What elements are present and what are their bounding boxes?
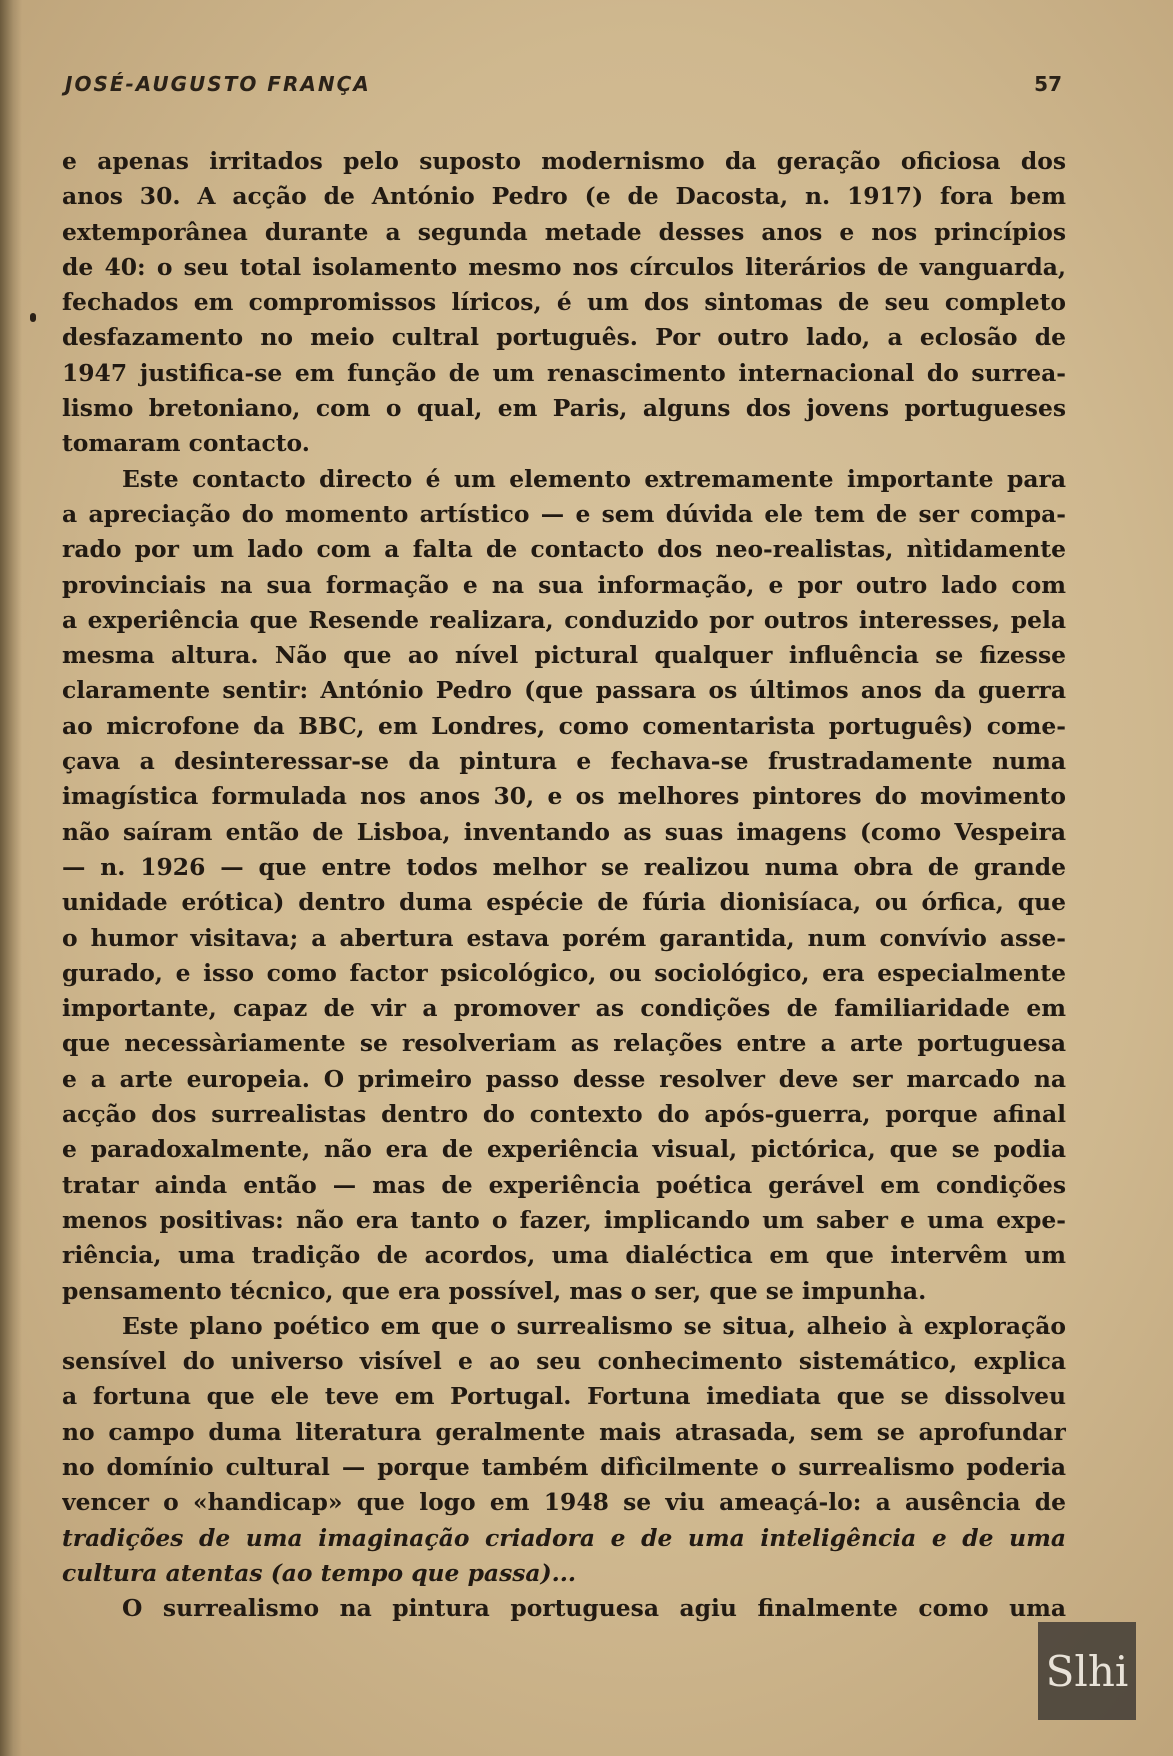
text-line: mesma altura. Não que ao nível pictural qualquer influência se fizesse	[62, 641, 1066, 670]
text-line: tratar ainda então — mas de experiência poética gerável em condições	[62, 1170, 1066, 1199]
text-line: no campo duma literatura geralmente mais atrasada, sem se aprofundar	[62, 1417, 1066, 1446]
text-line: a apreciação do momento artístico — e sem dúvida ele tem de ser compa-	[62, 499, 1066, 528]
text-line: imagística formulada nos anos 30, e os melhores pintores do movimento	[62, 782, 1066, 811]
text-line: desfazamento no meio cultral português. Por outro lado, a eclosão de	[62, 323, 1066, 352]
text-line: importante, capaz de vir a promover as condições de familiaridade em	[62, 994, 1066, 1023]
text-line: O surrealismo na pintura portuguesa agiu finalmente como uma	[122, 1594, 1066, 1623]
library-logo-watermark	[1038, 1622, 1136, 1720]
text-line: rado por um lado com a falta de contacto dos neo-realistas, nìtidamente	[62, 535, 1066, 564]
text-line: no domínio cultural — porque também difìcilmente o surrealismo poderia	[62, 1452, 1066, 1481]
text-line: 1947 justifica-se em função de um renascimento internacional do surrea-	[62, 358, 1066, 387]
text-line: provinciais na sua formação e na sua informação, e por outro lado com	[62, 570, 1066, 599]
body-text	[62, 144, 1066, 1626]
logo-text: Slhi	[1045, 1646, 1129, 1696]
text-line: acção dos surrealistas dentro do contexto do após-guerra, porque afinal	[62, 1100, 1066, 1129]
text-line: çava a desinteressar-se da pintura e fechava-se frustradamente numa	[62, 747, 1066, 776]
text-line: fechados em compromissos líricos, é um dos sintomas de seu completo	[62, 288, 1066, 317]
text-line: extemporânea durante a segunda metade desses anos e nos princípios	[62, 217, 1066, 246]
text-line: Este plano poético em que o surrealismo se situa, alheio à exploração	[122, 1311, 1066, 1340]
text-line: gurado, e isso como factor psicológico, ou sociológico, era especialmente	[62, 958, 1066, 987]
running-head: JOSÉ-AUGUSTO FRANÇA	[65, 72, 371, 96]
text-line: cultura atentas (ao tempo que passa)...	[62, 1558, 577, 1587]
text-line: claramente sentir: António Pedro (que passara os últimos anos da guerra	[62, 676, 1066, 705]
text-line: — n. 1926 — que entre todos melhor se realizou numa obra de grande	[62, 852, 1066, 881]
page-header	[65, 72, 1062, 112]
text-line: vencer o «handicap» que logo em 1948 se viu ameaçá-lo: a ausência de	[62, 1488, 1066, 1517]
text-line: Este contacto directo é um elemento extremamente importante para	[122, 464, 1066, 493]
text-line: menos positivas: não era tanto o fazer, implicando um saber e uma expe-	[62, 1205, 1066, 1234]
text-line: o humor visitava; a abertura estava porém garantida, num convívio asse-	[62, 923, 1066, 952]
text-line: que necessàriamente se resolveriam as relações entre a arte portuguesa	[62, 1029, 1066, 1058]
margin-mark	[30, 313, 36, 322]
text-line: não saíram então de Lisboa, inventando as suas imagens (como Vespeira	[62, 817, 1066, 846]
text-line: e a arte europeia. O primeiro passo desse resolver deve ser marcado na	[62, 1064, 1066, 1093]
text-line: e paradoxalmente, não era de experiência visual, pictórica, que se podia	[62, 1135, 1066, 1164]
text-line: de 40: o seu total isolamento mesmo nos círculos literários de vanguarda,	[62, 252, 1066, 281]
text-line: a fortuna que ele teve em Portugal. Fortuna imediata que se dissolveu	[62, 1382, 1066, 1411]
text-line: e apenas irritados pelo suposto modernismo da geração oficiosa dos	[62, 147, 1066, 175]
page-spine-shadow	[0, 0, 22, 1756]
text-line: tomaram contacto.	[62, 429, 310, 458]
text-line: ao microfone da BBC, em Londres, como comentarista português) come-	[62, 711, 1066, 740]
text-line: riência, uma tradição de acordos, uma dialéctica em que intervêm um	[62, 1241, 1066, 1270]
text-line: a experiência que Resende realizara, conduzido por outros interesses, pela	[62, 605, 1066, 634]
text-line: tradições de uma imaginação criadora e de uma inteligência e de uma	[62, 1523, 1066, 1552]
text-line: anos 30. A acção de António Pedro (e de Dacosta, n. 1917) fora bem	[62, 182, 1066, 211]
page-number: 57	[1034, 72, 1062, 96]
text-line: pensamento técnico, que era possível, mas o ser, que se impunha.	[62, 1276, 927, 1305]
text-line: unidade erótica) dentro duma espécie de fúria dionisíaca, ou órfica, que	[62, 888, 1066, 917]
text-line: lismo bretoniano, com o qual, em Paris, alguns dos jovens portugueses	[62, 394, 1066, 423]
text-line: sensível do universo visível e ao seu conhecimento sistemático, explica	[62, 1347, 1066, 1376]
